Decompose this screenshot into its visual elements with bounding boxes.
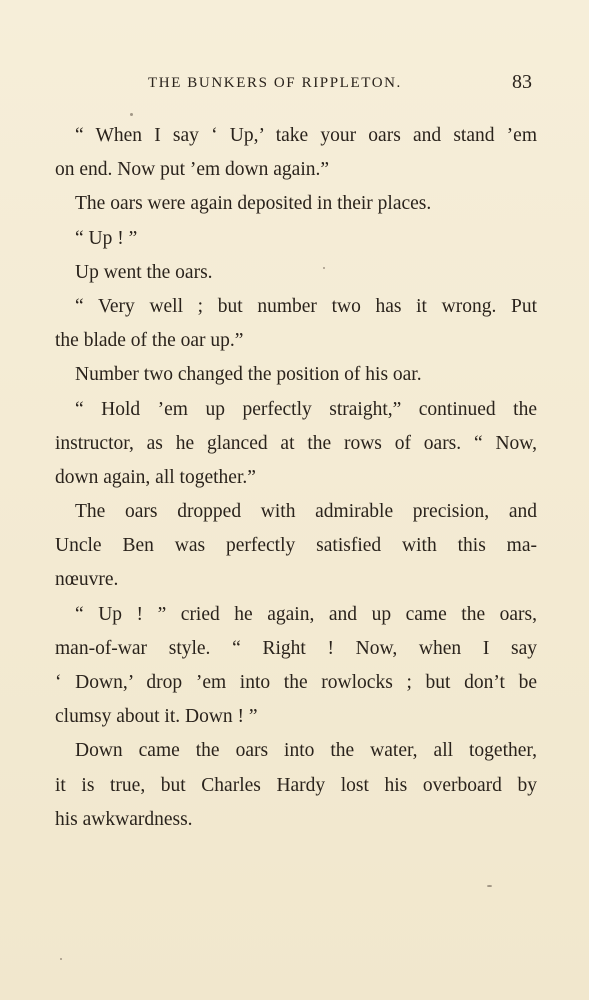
text-line: nœuvre. (55, 569, 119, 591)
text-line: The oars dropped with admirable precision, and (75, 501, 537, 523)
text-line: his awkwardness. (55, 808, 193, 830)
text-line: “ Up ! ” (75, 227, 138, 249)
text-line: Down came the oars into the water, all together, (75, 740, 537, 762)
text-line: it is true, but Charles Hardy lost his overboard by (55, 774, 537, 796)
text-line: Number two changed the position of his oar. (75, 364, 422, 386)
text-line: “ Very well ; but number two has it wrong. Put (75, 295, 537, 317)
text-line: The oars were again deposited in their places. (75, 193, 432, 215)
paper-speck (323, 267, 325, 269)
paper-speck (487, 885, 492, 887)
text-line: Uncle Ben was perfectly satisfied with this ma- (55, 535, 537, 557)
paper-speck (60, 958, 62, 960)
text-line: Up went the oars. (75, 261, 213, 283)
text-line: down again, all together.” (55, 466, 256, 488)
paper-speck (130, 113, 133, 116)
text-line: the blade of the oar up.” (55, 330, 244, 352)
text-line: “ When I say ‘ Up,’ take your oars and stand ’em (75, 125, 537, 146)
page-number: 83 (512, 71, 532, 93)
body-text (55, 119, 537, 837)
text-line: instructor, as he glanced at the rows of oars. “ Now, (55, 432, 537, 454)
text-line: “ Hold ’em up perfectly straight,” continued the (75, 398, 537, 420)
running-title: THE BUNKERS OF RIPPLETON. (148, 75, 402, 91)
text-line: clumsy about it. Down ! ” (55, 706, 258, 728)
text-line: “ Up ! ” cried he again, and up came the oars, (75, 603, 537, 625)
text-line: man-of-war style. “ Right ! Now, when I say (55, 637, 537, 659)
running-head (0, 71, 589, 99)
text-line: ‘ Down,’ drop ’em into the rowlocks ; but don’t be (55, 672, 537, 693)
text-line: on end. Now put ’em down again.” (55, 159, 330, 181)
